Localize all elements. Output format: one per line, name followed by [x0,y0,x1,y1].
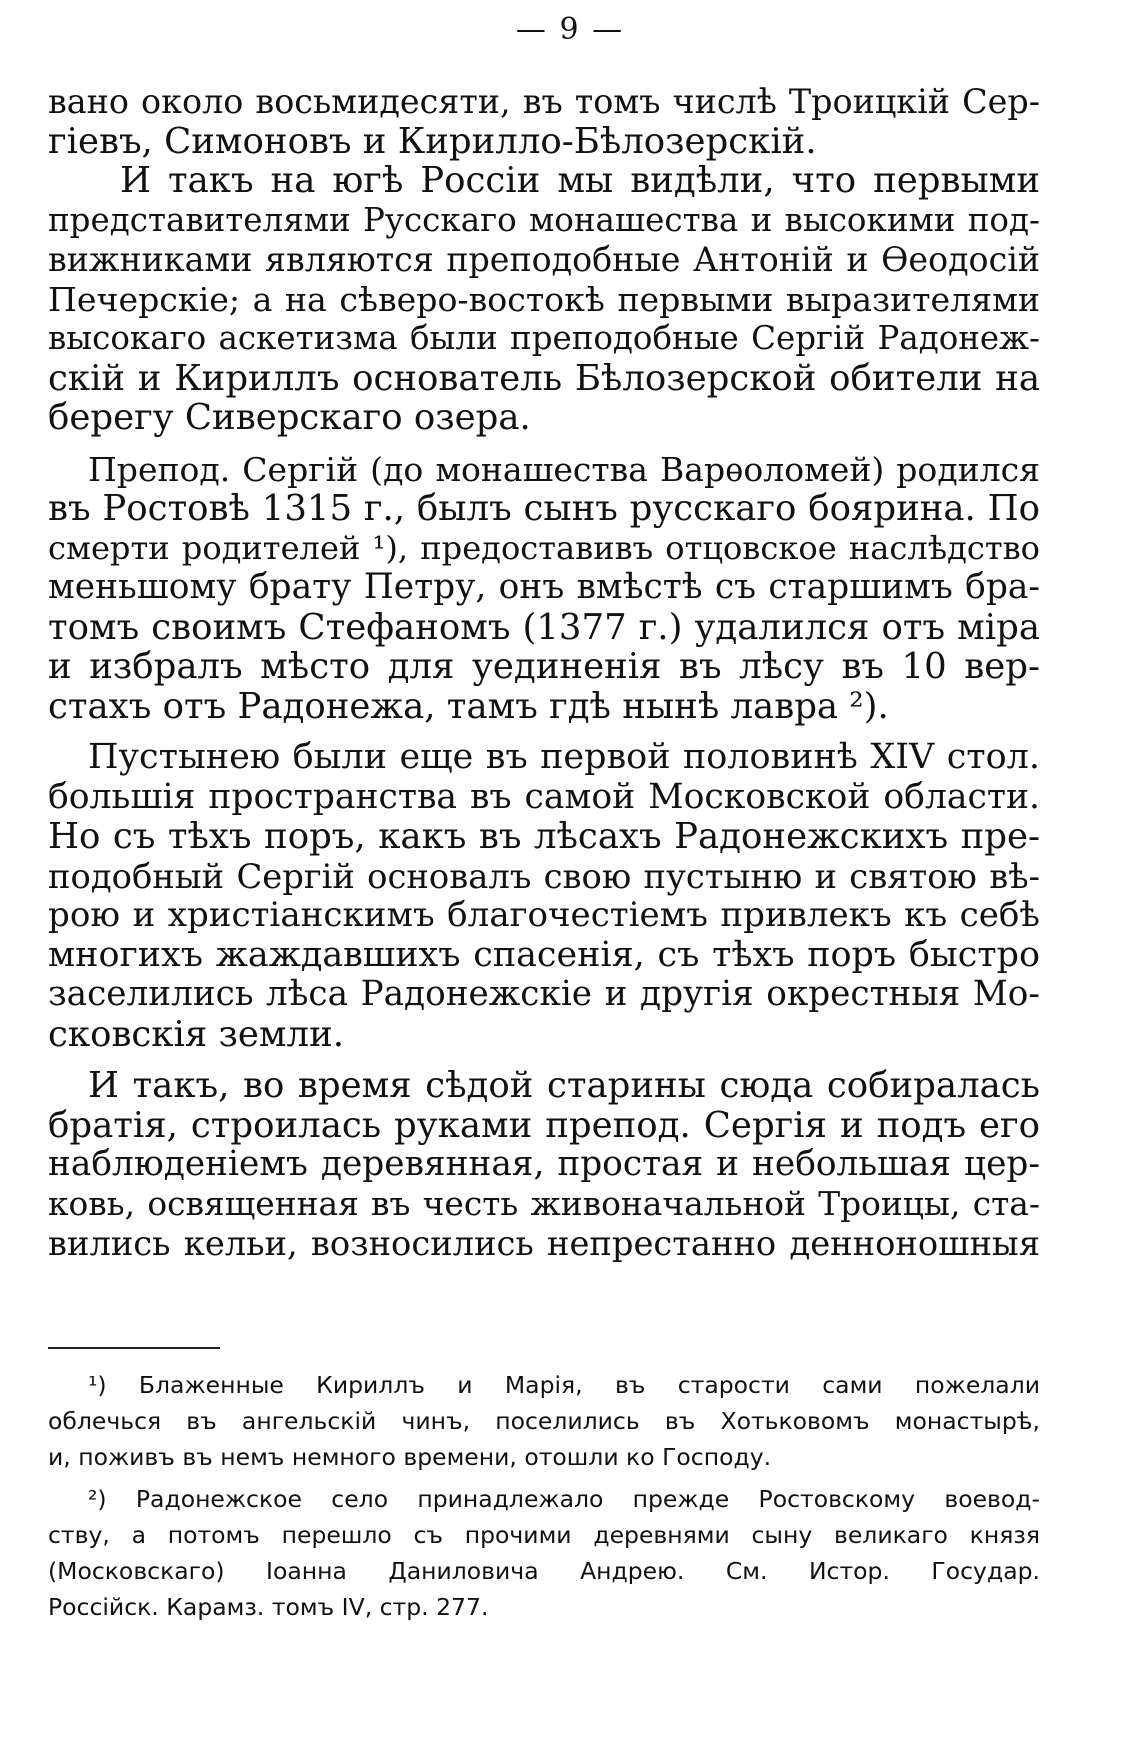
text-line: вижниками являются преподобные Антоній и Ѳеодосій [48,240,1040,279]
text-line: берегу Сиверскаго озера. [48,397,531,438]
footnote-line: ¹) Блаженные Кириллъ и Марія, въ старости сами пожелали [88,1371,1040,1399]
text-line: многихъ жаждавшихъ спасенія, съ тѣхъ поръ быстро [48,934,1040,975]
text-line: Препод. Сергій (до монашества Варѳоломей) родился [88,449,1040,489]
text-line: подобный Сергій основалъ свою пустыню и святою вѣ- [48,856,1040,896]
text-line: большія пространства въ самой Московской области. [48,776,1040,817]
text-line: сковскія земли. [48,1013,345,1055]
text-line: рою и христіанскимъ благочестіемъ привлекъ къ себѣ [48,895,1040,935]
text-line: Но съ тѣхъ поръ, какъ въ лѣсахъ Радонежскихъ пре- [48,816,1040,857]
text-line: представителями Русскаго монашества и высокими под- [48,200,1040,239]
footnote-line: (Московскаго) Іоанна Даниловича Андрею. См. Истор. Государ. [48,1557,1040,1585]
footnote-line: ству, а потомъ перешло съ прочими деревнями сыну великаго князя [48,1521,1040,1549]
text-line: ковь, освященная въ честь живоначальной Троицы, ста- [48,1184,1040,1223]
text-line: и избралъ мѣсто для уединенія въ лѣсу въ 10 вер- [48,646,1040,687]
footnote-line: Россійск. Карамз. томъ IV, стр. 277. [48,1593,489,1621]
text-line: въ Ростовѣ 1315 г., былъ сынъ русскаго боярина. По [48,488,1040,529]
text-line: И такъ на югѣ Россіи мы видѣли, что первыми [120,160,1040,201]
text-line: меньшому брату Петру, онъ вмѣстѣ съ старшимъ бра- [48,567,1040,607]
page-number: — 9 — [515,12,625,47]
footnote-line: ²) Радонежское село принадлежало прежде Ростовскому воевод- [88,1485,1040,1513]
footnote-divider [48,1347,220,1349]
text-line: братія, строилась руками препод. Сергія и подъ его [48,1104,1040,1146]
text-line: скій и Кириллъ основатель Бѣлозерской обители на [48,357,1040,399]
text-line: гіевъ, Симоновъ и Кирилло-Бѣлозерскій. [48,120,817,162]
text-line: наблюденіемъ деревянная, простая и небольшая цер- [48,1144,1040,1184]
text-line: стахъ отъ Радонежа, тамъ гдѣ нынѣ лавра ²). [48,685,889,727]
text-line: высокаго аскетизма были преподобные Сергій Радонеж- [48,319,1040,357]
text-line: И такъ, во время сѣдой старины сюда собиралась [88,1065,1040,1106]
footnote-line: облечься въ ангельскій чинъ, поселились въ Хотьковомъ монастырѣ, [48,1407,1040,1435]
footnote-line: и, поживъ въ немъ немного времени, отошли ко Господу. [48,1443,772,1471]
text-line: вились кельи, возносились непрестанно денноношныя [48,1224,1040,1263]
text-line: смерти родителей ¹), предоставивъ отцовское наслѣдство [48,528,1040,567]
footnotes [48,1367,1040,1625]
text-line: Пустынею были еще въ первой половинѣ XIV стол. [88,737,1040,777]
text-line: Печерскіе; а на сѣверо-востокѣ первыми выразителями [48,279,1040,319]
text-line: вано около восьмидесяти, въ томъ числѣ Троицкій Сер- [48,82,1040,121]
text-line: заселились лѣса Радонежскіе и другія окрестныя Мо- [48,974,1040,1014]
main-text [48,82,1040,1264]
text-line: томъ своимъ Стефаномъ (1377 г.) удалился отъ міра [48,606,1040,648]
